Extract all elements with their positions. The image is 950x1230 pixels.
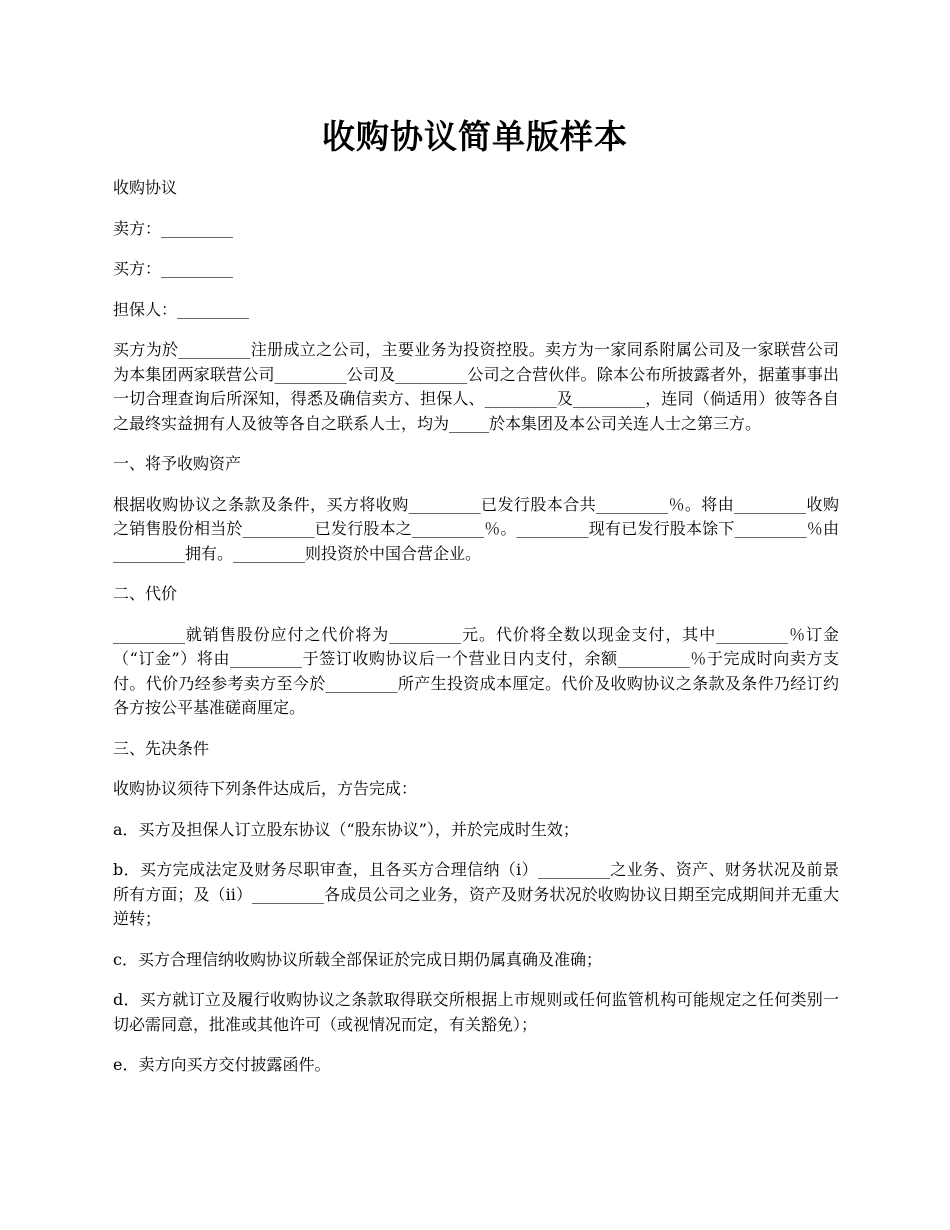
conditions-intro: 收购协议须待下列条件达成后，方告完成： [113, 779, 418, 798]
condition-item-c: c．买方合理信纳收购协议所载全部保证於完成日期仍属真确及准确； [113, 949, 602, 969]
buyer-line: 买方：_________ [113, 259, 234, 278]
doc-label: 收购协议 [113, 178, 178, 197]
section-heading-assets: 一、将予收购资产 [113, 454, 242, 473]
section-heading-conditions: 三、先决条件 [113, 738, 210, 758]
condition-item-a: a．买方及担保人订立股东协议（“股东协议”），并於完成时生效； [113, 819, 579, 839]
intro-paragraph: 买方为於_________注册成立之公司，主要业务为投资控股。卖方为一家同系附属公司及一家联营公司为本集团两家联营公司_________公司及_________公司之合营伙伴。除本公布所披露者外，据董事事出一切合理查询后所深知，得悉及确信卖方、担保人、_________及_________，连同（倘适用）彼等各自之最终实益拥有人及彼等各自之联系人士，均为_____於本集团及本公司关连人士之第三方。 [113, 340, 839, 433]
guarantor-line: 担保人：_________ [113, 299, 250, 319]
document-title: 收购协议简单版样本 [322, 117, 628, 156]
condition-item-e: e．卖方向买方交付披露函件。 [113, 1055, 331, 1074]
assets-paragraph: 根据收购协议之条款及条件，买方将收购_________已发行股本合共_________％。将由_________收购之销售股份相当於_________已发行股本之_________％。_________现有已发行股本馀下_________％由_________拥有。_________则投资於中国合营企业。 [113, 494, 839, 563]
condition-item-d: d．买方就订立及履行收购协议之条款取得联交所根据上市规则或任何监管机构可能规定之任何类别一切必需同意，批准或其他许可（或视情况而定，有关豁免）； [113, 990, 839, 1034]
seller-line: 卖方：_________ [113, 218, 234, 238]
condition-item-b: b．买方完成法定及财务尽职审查，且各买方合理信纳（i）_________之业务、资产、财务状况及前景所有方面；及（ii）_________各成员公司之业务，资产及财务状况於收购协议日期至完成期间并无重大逆转； [113, 860, 839, 928]
section-heading-consideration: 二、代价 [113, 584, 178, 603]
document-body [113, 176, 839, 1094]
consideration-paragraph: _________就销售股份应付之代价将为_________元。代价将全数以现金支付，其中_________％订金（“订金”）将由_________于签订收购协议后一个营业日内支付，余额_________％于完成时向卖方支付。代价乃经参考卖方至今於_________所产生投资成本厘定。代价及收购协议之条款及条件乃经订约各方按公平基准磋商厘定。 [113, 624, 839, 717]
